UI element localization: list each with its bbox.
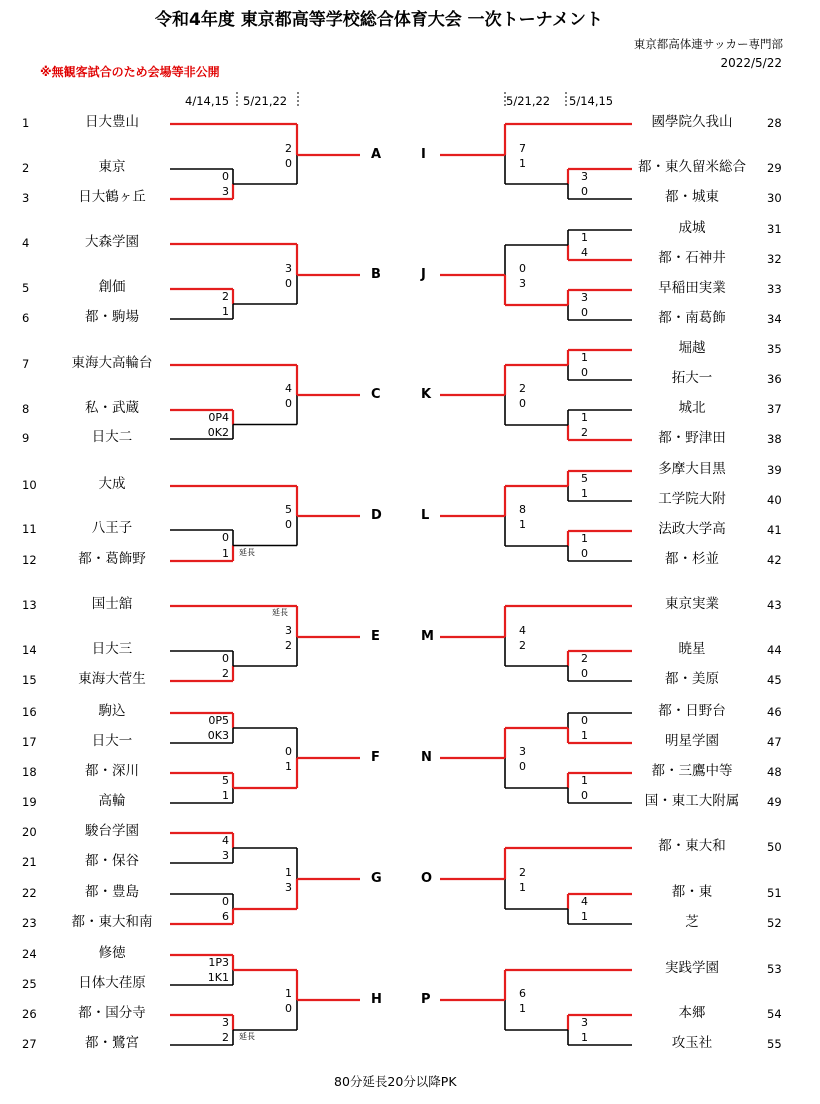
score: 3 <box>581 170 588 183</box>
score: 0 <box>581 185 588 198</box>
team-name: 都・東 <box>671 884 713 900</box>
notice: ※無観客試合のため会場等非公開 <box>40 65 220 79</box>
score: 5 <box>222 774 229 787</box>
round-date-left-r2: 5/21,22 <box>243 94 288 108</box>
score: 1K1 <box>207 971 229 984</box>
team-number: 49 <box>767 795 782 809</box>
page-title: 令和4年度 東京都高等学校総合体育大会 一次トーナメント <box>155 10 603 30</box>
team-name: 都・城東 <box>665 189 719 205</box>
score: 2 <box>285 639 292 652</box>
team-name: 東海大菅生 <box>78 671 146 687</box>
team-number: 39 <box>767 463 782 477</box>
score: 0 <box>581 667 588 680</box>
team-name: 都・三鷹中等 <box>651 763 733 779</box>
block-letter: N <box>421 750 432 765</box>
team-name: 日大一 <box>91 733 133 749</box>
score: 3 <box>222 1016 229 1029</box>
team-name: 東海大高輪台 <box>71 355 153 371</box>
score: 1 <box>581 910 588 923</box>
team-number: 9 <box>22 431 30 445</box>
score: 0P4 <box>208 411 229 424</box>
score: 3 <box>581 291 588 304</box>
team-number: 34 <box>767 312 782 326</box>
block-letter: C <box>371 387 381 402</box>
team-number: 13 <box>22 598 37 612</box>
block-letter: H <box>371 992 382 1007</box>
team-number: 37 <box>767 402 782 416</box>
score: 1 <box>519 881 526 894</box>
team-name: 創価 <box>98 279 126 295</box>
score: 0P5 <box>208 714 229 727</box>
score: 3 <box>285 624 292 637</box>
score: 1 <box>581 487 588 500</box>
team-number: 46 <box>767 705 782 719</box>
team-number: 42 <box>767 553 782 567</box>
team-name: 都・杉並 <box>665 551 719 567</box>
score: 6 <box>222 910 229 923</box>
score: 1 <box>519 157 526 170</box>
score: 0 <box>285 277 292 290</box>
score: 3 <box>222 849 229 862</box>
score: 0K2 <box>207 425 229 439</box>
score: 1 <box>519 1002 526 1015</box>
team-name: 明星学園 <box>665 733 719 749</box>
block-letter: G <box>371 871 382 886</box>
team-number: 38 <box>767 432 782 446</box>
team-name: 都・東久留米総合 <box>638 159 746 175</box>
team-name: 都・東大和南 <box>71 914 153 930</box>
team-name: 駒込 <box>98 703 126 719</box>
score: 0 <box>222 531 229 544</box>
team-number: 43 <box>767 598 782 612</box>
team-number: 36 <box>767 372 782 386</box>
score: 5 <box>285 503 292 516</box>
team-name: 早稲田実業 <box>658 280 726 296</box>
team-name: 都・深川 <box>85 763 139 779</box>
team-name: 本郷 <box>678 1005 706 1021</box>
team-name: 日大豊山 <box>85 114 139 130</box>
team-name: 都・葛飾野 <box>78 551 146 567</box>
team-name: 芝 <box>685 914 699 930</box>
extra-time-note: 延長 <box>239 548 255 557</box>
footer-note: 80分延長20分以降PK <box>334 1074 457 1089</box>
team-name: 國學院久我山 <box>651 114 733 130</box>
score: 4 <box>581 246 588 259</box>
team-number: 15 <box>22 673 37 687</box>
extra-time-note: 延長 <box>239 1032 255 1041</box>
score: 8 <box>519 503 526 516</box>
score: 1 <box>519 518 526 531</box>
score: 1 <box>285 866 292 879</box>
score: 0 <box>222 170 229 183</box>
score: 3 <box>285 262 292 275</box>
score: 0 <box>285 518 292 531</box>
team-number: 14 <box>22 643 37 657</box>
team-number: 3 <box>22 191 30 205</box>
score: 0 <box>519 760 526 773</box>
score: 1 <box>285 760 292 773</box>
team-name: 東京実業 <box>665 596 719 612</box>
extra-time-note: 延長 <box>272 608 288 617</box>
team-name: 国・東工大附属 <box>644 793 740 809</box>
score: 2 <box>519 639 526 652</box>
team-number: 32 <box>767 252 782 266</box>
team-name: 都・国分寺 <box>78 1005 146 1021</box>
team-number: 54 <box>767 1007 782 1021</box>
team-name: 工学院大附 <box>658 491 726 507</box>
team-number: 2 <box>22 161 30 175</box>
team-number: 47 <box>767 735 782 749</box>
team-name: 多摩大目黒 <box>658 461 726 477</box>
score: 0 <box>222 652 229 665</box>
score: 0 <box>285 745 292 758</box>
team-number: 5 <box>22 281 30 295</box>
team-number: 35 <box>767 342 782 356</box>
block-letter: P <box>421 992 431 1007</box>
team-name: 都・石神井 <box>658 250 726 266</box>
team-number: 45 <box>767 673 782 687</box>
team-name: 実践学園 <box>665 960 719 976</box>
score: 3 <box>222 185 229 198</box>
organizer: 東京都高体連サッカー専門部 <box>633 37 783 51</box>
team-name: 都・東大和 <box>658 838 726 854</box>
score: 0K3 <box>207 729 229 742</box>
team-name: 大森学園 <box>85 234 139 250</box>
team-name: 日大三 <box>91 641 133 657</box>
block-letter: J <box>421 267 426 282</box>
score: 0 <box>581 714 588 727</box>
team-number: 51 <box>767 886 782 900</box>
team-name: 日大鶴ヶ丘 <box>78 189 146 205</box>
team-number: 48 <box>767 765 782 779</box>
team-number: 6 <box>22 311 30 325</box>
team-number: 16 <box>22 705 37 719</box>
team-number: 30 <box>767 191 782 205</box>
score: 1 <box>581 231 588 244</box>
team-number: 10 <box>22 478 37 492</box>
score: 3 <box>519 277 526 290</box>
team-number: 7 <box>22 357 30 371</box>
score: 4 <box>222 834 229 847</box>
team-number: 20 <box>22 825 37 839</box>
team-name: 日大二 <box>91 429 133 445</box>
score: 3 <box>581 1016 588 1029</box>
team-name: 都・南葛飾 <box>658 310 726 326</box>
team-name: 拓大一 <box>671 370 713 386</box>
score: 2 <box>222 667 229 680</box>
team-number: 31 <box>767 222 782 236</box>
team-number: 26 <box>22 1007 37 1021</box>
block-letter: F <box>371 750 380 765</box>
team-name: 駿台学園 <box>85 823 139 839</box>
score: 6 <box>519 987 526 1000</box>
team-number: 18 <box>22 765 37 779</box>
block-letter: B <box>371 267 381 282</box>
team-name: 都・野津田 <box>658 430 726 446</box>
score: 2 <box>519 382 526 395</box>
round-date-right-r2: 5/21,22 <box>506 94 551 108</box>
team-number: 17 <box>22 735 37 749</box>
team-number: 22 <box>22 886 37 900</box>
team-number: 28 <box>767 116 782 130</box>
score: 1 <box>222 546 229 560</box>
score: 2 <box>222 290 229 303</box>
score: 1 <box>222 305 229 318</box>
score: 2 <box>222 1031 229 1044</box>
score: 0 <box>581 306 588 319</box>
score: 1 <box>581 411 588 424</box>
team-number: 11 <box>22 522 37 536</box>
score: 0 <box>285 1002 292 1015</box>
score: 0 <box>222 895 229 908</box>
team-name: 都・美原 <box>665 671 719 687</box>
team-name: 都・保谷 <box>85 853 139 869</box>
score: 0 <box>285 157 292 170</box>
team-number: 1 <box>22 116 30 130</box>
team-name: 国士舘 <box>91 596 133 612</box>
team-number: 44 <box>767 643 782 657</box>
team-number: 24 <box>22 947 37 961</box>
block-letter: O <box>421 871 433 886</box>
team-name: 都・鷺宮 <box>85 1035 139 1051</box>
score: 1 <box>581 729 588 742</box>
team-name: 暁星 <box>678 641 706 657</box>
score: 1 <box>581 532 588 545</box>
score: 2 <box>519 866 526 879</box>
team-number: 12 <box>22 553 37 567</box>
score: 1 <box>285 987 292 1000</box>
block-letter: A <box>371 147 382 162</box>
team-number: 40 <box>767 493 782 507</box>
team-number: 53 <box>767 962 782 976</box>
team-name: 修徳 <box>98 945 126 961</box>
team-name: 都・日野台 <box>658 703 726 719</box>
block-letter: E <box>371 629 380 644</box>
team-name: 高輪 <box>98 793 126 809</box>
team-number: 52 <box>767 916 782 930</box>
block-letter: D <box>371 508 382 523</box>
team-name: 都・駒場 <box>85 309 139 325</box>
team-name: 成城 <box>678 220 706 236</box>
score: 2 <box>285 142 292 155</box>
team-name: 八王子 <box>91 520 133 536</box>
team-name: 都・豊島 <box>85 884 139 900</box>
team-name: 堀越 <box>678 340 706 356</box>
team-name: 法政大学高 <box>658 521 726 537</box>
date: 2022/5/22 <box>720 56 782 70</box>
round-date-right-r1: 5/14,15 <box>569 94 614 108</box>
team-number: 55 <box>767 1037 782 1051</box>
score: 0 <box>519 262 526 275</box>
score: 0 <box>581 547 588 560</box>
team-number: 29 <box>767 161 782 175</box>
score: 2 <box>581 426 588 439</box>
score: 0 <box>581 366 588 379</box>
score: 1 <box>581 1031 588 1044</box>
score: 2 <box>581 652 588 665</box>
team-number: 27 <box>22 1037 37 1051</box>
score: 7 <box>519 142 526 155</box>
team-number: 19 <box>22 795 37 809</box>
team-name: 大成 <box>98 476 126 492</box>
block-letter: L <box>421 508 430 523</box>
block-letter: M <box>421 629 434 644</box>
score: 4 <box>581 895 588 908</box>
team-number: 33 <box>767 282 782 296</box>
round-date-left-r1: 4/14,15 <box>185 94 230 108</box>
score: 1P3 <box>208 956 229 969</box>
score: 0 <box>285 397 292 410</box>
score: 4 <box>285 382 292 395</box>
score: 1 <box>581 351 588 364</box>
score: 3 <box>519 745 526 758</box>
score: 0 <box>519 397 526 410</box>
score: 4 <box>519 624 526 637</box>
score: 1 <box>222 789 229 802</box>
team-number: 4 <box>22 236 30 250</box>
score: 3 <box>285 881 292 894</box>
team-name: 日体大荏原 <box>78 975 146 991</box>
team-name: 攻玉社 <box>671 1035 713 1051</box>
team-number: 21 <box>22 855 37 869</box>
score: 5 <box>581 472 588 485</box>
team-number: 25 <box>22 977 37 991</box>
block-letter: I <box>421 147 426 162</box>
team-number: 8 <box>22 402 30 416</box>
team-name: 城北 <box>678 400 706 416</box>
score: 0 <box>581 789 588 802</box>
team-number: 23 <box>22 916 37 930</box>
score: 1 <box>581 774 588 787</box>
team-name: 私・武蔵 <box>85 400 139 416</box>
team-name: 東京 <box>98 159 126 175</box>
team-number: 50 <box>767 840 782 854</box>
team-number: 41 <box>767 523 782 537</box>
block-letter: K <box>421 387 432 402</box>
